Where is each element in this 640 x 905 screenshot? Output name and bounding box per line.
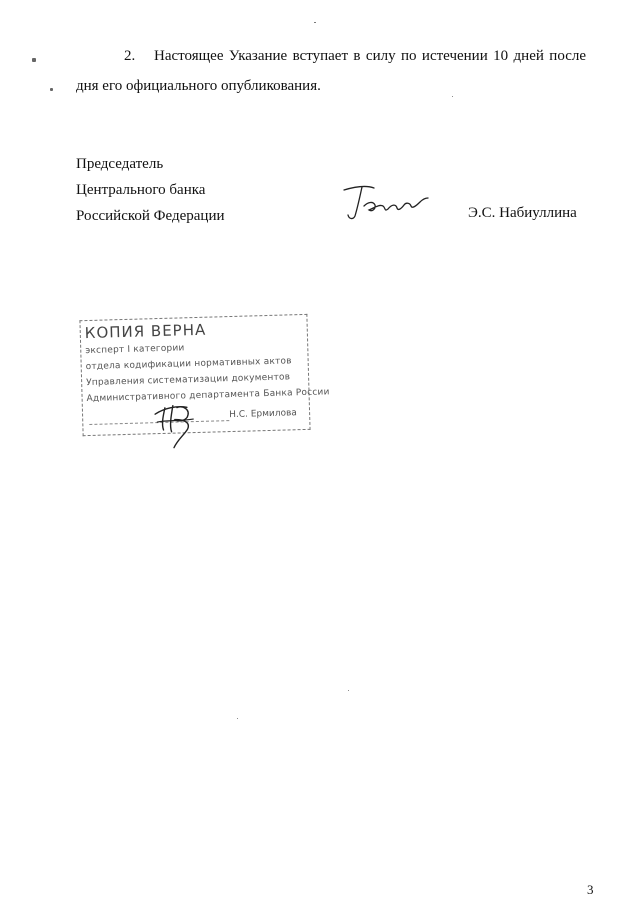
- stamp-handwritten-signature: [146, 391, 208, 453]
- stamp-name: Н.С. Ермилова: [228, 408, 298, 421]
- stamp-title: КОПИЯ ВЕРНА: [84, 320, 207, 343]
- paragraph-text-line-1: Настоящее Указание вступает в силу по истечении 10 дней после: [154, 48, 586, 64]
- signatory-name: Э.С. Набиуллина: [468, 205, 577, 221]
- scan-mark: [348, 690, 349, 691]
- signatory-position: [76, 151, 225, 229]
- stamp-line-3: Управления систематизации документов: [86, 372, 291, 389]
- position-line-1: Председатель: [76, 156, 164, 172]
- paragraph-line-2: дня его официального опубликования.: [76, 78, 321, 94]
- scan-mark: [237, 718, 238, 719]
- position-line-3: Российской Федерации: [76, 208, 225, 224]
- page-number: 3: [587, 882, 594, 897]
- copy-certification-stamp: [78, 313, 330, 437]
- scan-mark: [50, 88, 53, 91]
- paragraph-number: 2.: [124, 48, 136, 64]
- stamp-line-4: Административного департамента Банка России: [86, 387, 330, 405]
- paragraph-line-1: [124, 47, 586, 65]
- position-line-2: Центрального банка: [76, 182, 206, 198]
- scan-mark: [452, 96, 453, 97]
- stamp-line-2: отдела кодификации нормативных актов: [85, 356, 292, 373]
- handwritten-signature: [340, 182, 430, 222]
- scan-mark: [314, 22, 316, 23]
- stamp-line-1: эксперт I категории: [85, 343, 185, 357]
- scan-mark: [32, 58, 36, 62]
